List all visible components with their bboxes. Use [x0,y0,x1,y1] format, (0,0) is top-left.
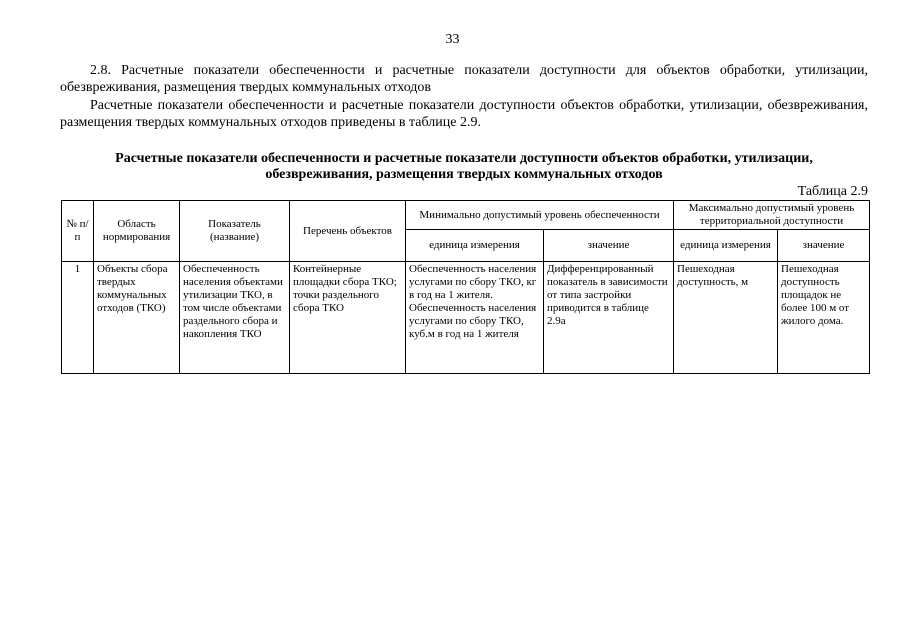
table-title-line-1: Расчетные показатели обеспеченности и расчетные показатели доступности объектов обработки, утилизации, [115,151,813,166]
header-max-value: значение [778,230,870,262]
header-max-unit: единица измерения [674,230,778,262]
table-label: Таблица 2.9 [797,184,868,199]
section-paragraph-body [60,97,868,131]
header-area: Область нормирования [94,201,180,262]
header-num: № п/п [62,201,94,262]
header-max-group: Максимально допустимый уровень территориальной доступности [674,201,870,230]
paragraph-2-text: Расчетные показатели обеспеченности и расчетные показатели доступности объектов обработки, утилизации, обезвреживания, размещения твердых коммунальных отходов приведены в таблице 2.9. [60,98,868,130]
cell-area: Объекты сбора твердых коммунальных отходов (ТКО) [94,262,180,374]
header-min-group: Минимально допустимый уровень обеспеченности [406,201,674,230]
header-min-value: значение [544,230,674,262]
cell-num: 1 [62,262,94,374]
header-indicator: Показатель (название) [180,201,290,262]
paragraph-1-text: 2.8. Расчетные показатели обеспеченности и расчетные показатели доступности для объектов обработки, утилизации, обезвреживания, размещения твердых коммунальных отходов [60,63,868,95]
cell-min-unit: Обеспеченность населения услугами по сбору ТКО, кг в год на 1 жителя. Обеспеченность населения услугами по сбору ТКО, куб.м в год на 1 жителя [406,262,544,374]
cell-indicator: Обеспеченность населения объектами утилизации ТКО, в том числе объектами раздельного сбора и накопления ТКО [180,262,290,374]
cell-max-value: Пешеходная доступность площадок не более 100 м от жилого дома. [778,262,870,374]
cell-min-value: Дифференцированный показатель в зависимости от типа застройки приводится в таблице 2.9а [544,262,674,374]
header-objects: Перечень объектов [290,201,406,262]
cell-objects: Контейнерные площадки сбора ТКО; точки раздельного сбора ТКО [290,262,406,374]
section-paragraph-heading [60,62,868,96]
header-min-unit: единица измерения [406,230,544,262]
indicators-table [61,200,870,374]
cell-max-unit: Пешеходная доступность, м [674,262,778,374]
table-row [62,262,870,374]
table-title-line-2: обезвреживания, размещения твердых коммунальных отходов [265,167,663,182]
table-title [60,151,868,183]
page-number: 33 [445,32,460,47]
